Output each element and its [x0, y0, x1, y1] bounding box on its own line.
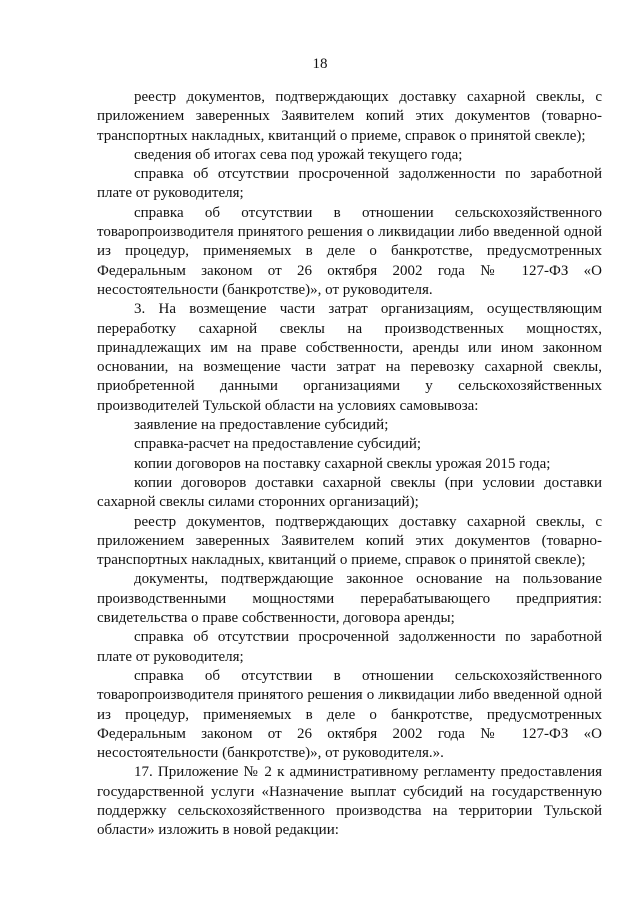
paragraph-item-3: 3. На возмещение части затрат организациям, осуществляющим переработку сахарной свеклы на производственных мощностях, принадлежащих им на праве собственности, аренды или ином законном основании, на возмещение части затрат на перевозку сахарной свеклы, приобретенной данными организациями у сельскохозяйственных производителей Тульской области на условиях самовывоза: — [97, 301, 602, 414]
paragraph-registry-2: реестр документов, подтверждающих доставку сахарной свеклы, с приложением заверенных Заявителем копий этих документов (товарно-транспортных накладных, квитанций о приеме, справок о принятой свекле); — [97, 513, 602, 569]
paragraph-salary-debt-2: справка об отсутствии просроченной задолженности по заработной плате от руководителя; — [97, 629, 602, 665]
paragraph-bankruptcy-2: справка об отсутствии в отношении сельскохозяйственного товаропроизводителя принятого решения о ликвидации либо введенной одной из процедур, применяемых в деле о банкротстве, предусмотренных Федеральным законом от 26 октября 2002 года № 127-ФЗ «О несостоятельности (банкротстве)», от руководителя.». — [97, 667, 602, 762]
paragraph-calculation: справка-расчет на предоставление субсидий; — [134, 436, 422, 453]
page-number: 18 — [312, 56, 328, 72]
paragraph-item-17: 17. Приложение № 2 к административному регламенту предоставления государственной услуги «Назначение выплат субсидий на государственную поддержку сельскохозяйственного производства на территории Тульской области» изложить в новой редакции: — [97, 764, 602, 839]
paragraph-application: заявление на предоставление субсидий; — [134, 417, 389, 434]
paragraph-salary-debt-1: справка об отсутствии просроченной задолженности по заработной плате от руководителя; — [97, 166, 602, 202]
paragraph-sowing-results: сведения об итогах сева под урожай текущего года; — [134, 146, 463, 163]
paragraph-legal-basis: документы, подтверждающие законное основание на пользование производственными мощностями перерабатывающего предприятия: свидетельства о праве собственности, договора аренды; — [97, 571, 602, 627]
document-body — [97, 88, 602, 841]
paragraph-delivery-contracts: копии договоров доставки сахарной свеклы (при условии доставки сахарной свеклы силами сторонних организаций); — [97, 474, 602, 511]
paragraph-supply-contracts: копии договоров на поставку сахарной свеклы урожая 2015 года; — [134, 455, 551, 472]
paragraph-bankruptcy-1: справка об отсутствии в отношении сельскохозяйственного товаропроизводителя принятого решения о ликвидации либо введенной одной из процедур, применяемых в деле о банкротстве, предусмотренных Федеральным законом от 26 октября 2002 года № 127-ФЗ «О несостоятельности (банкротстве)», от руководителя. — [97, 204, 602, 298]
paragraph-registry-1: реестр документов, подтверждающих доставку сахарной свеклы, с приложением заверенных Заявителем копий этих документов (товарно-транспортных накладных, квитанций о приеме, справок о принятой свекле); — [97, 89, 602, 144]
